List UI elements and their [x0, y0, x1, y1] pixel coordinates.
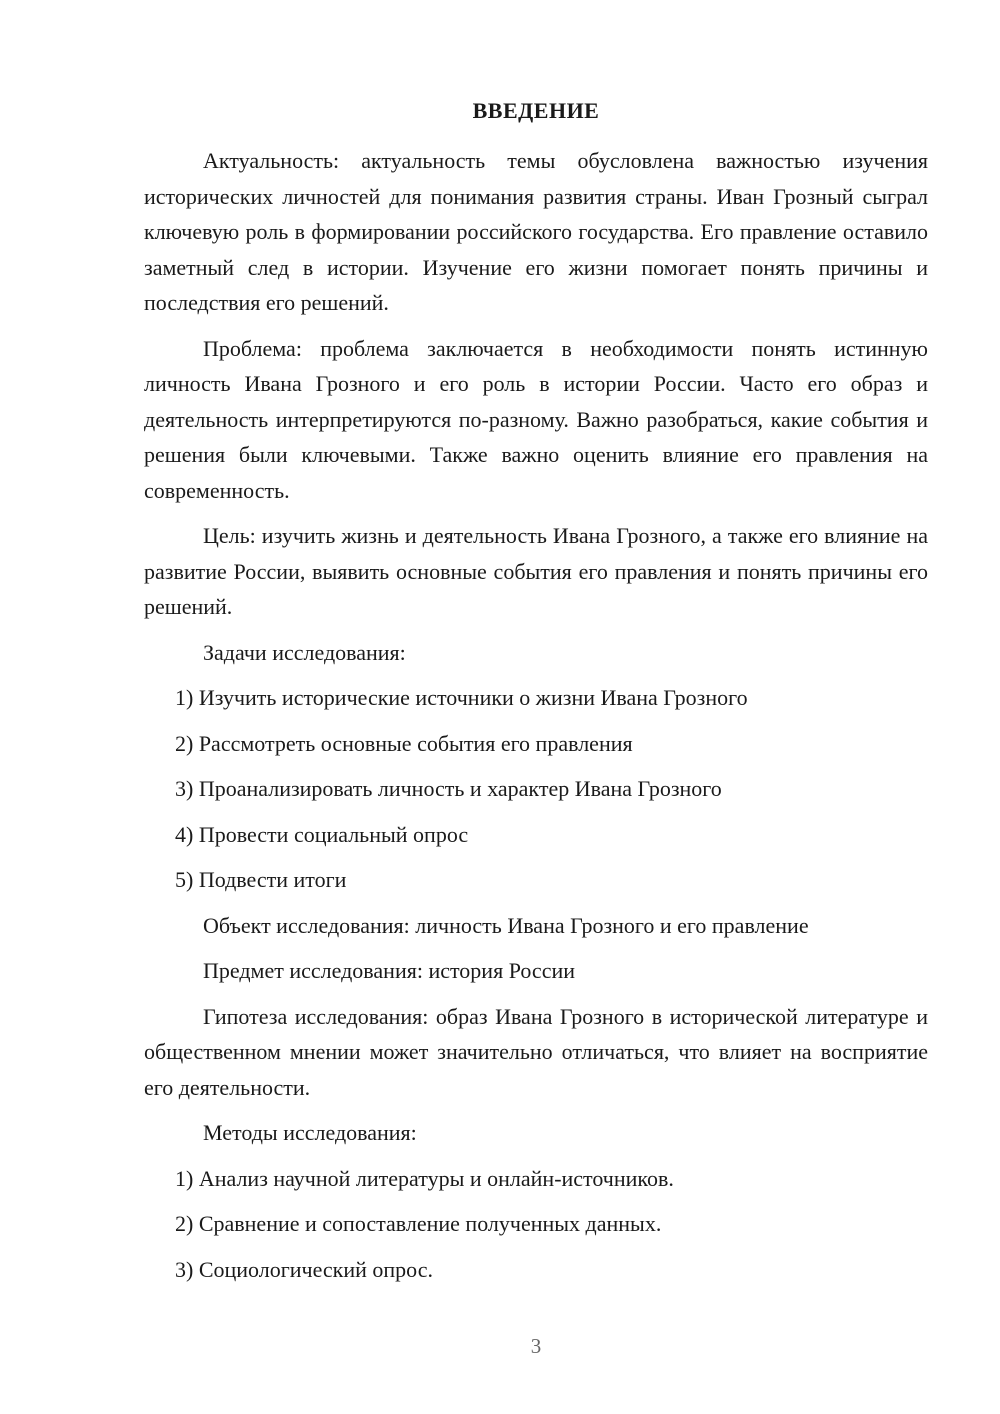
goal-paragraph: Цель: изучить жизнь и деятельность Ивана Грозного, а также его влияние на развитие России, выявить основные события его правления и понять причины его решений.	[144, 523, 928, 619]
method-item: 1) Анализ научной литературы и онлайн-источников.	[175, 1165, 674, 1191]
task-item: 3) Проанализировать личность и характер Ивана Грозного	[175, 776, 722, 801]
method-item: 2) Сравнение и сопоставление полученных данных.	[175, 1211, 662, 1236]
task-item: 2) Рассмотреть основные события его правления	[175, 730, 633, 756]
page-title: ВВЕДЕНИЕ	[472, 98, 600, 123]
task-item: 5) Подвести итоги	[175, 867, 347, 892]
method-item: 3) Социологический опрос.	[175, 1256, 433, 1282]
relevance-paragraph: Актуальность: актуальность темы обусловлена важностью изучения исторических личностей для понимания развития страны. Иван Грозный сыграл ключевую роль в формировании российского государства. Его правление оставило заметный след в истории. Изучение его жизни помогает понять причины и последствия его решений.	[144, 148, 928, 315]
problem-paragraph: Проблема: проблема заключается в необходимости понять истинную личность Ивана Грозного и его роль в истории России. Часто его образ и деятельность интерпретируются по-разному. Важно разобраться, какие события и решения были ключевыми. Также важно оценить влияние его правления на современность.	[144, 335, 928, 503]
page-number: 3	[530, 1334, 542, 1358]
tasks-heading: Задачи исследования:	[203, 639, 406, 665]
document-body	[144, 143, 928, 1297]
methods-list	[144, 1161, 928, 1288]
research-object: Объект исследования: личность Ивана Грозного и его правление	[203, 912, 809, 938]
tasks-list	[144, 680, 928, 898]
task-item: 4) Провести социальный опрос	[175, 821, 469, 847]
hypothesis-paragraph: Гипотеза исследования: образ Ивана Грозного в исторической литературе и общественном мнении может значительно отличаться, что влияет на восприятие его деятельности.	[144, 1003, 928, 1100]
task-item: 1) Изучить исторические источники о жизни Ивана Грозного	[175, 685, 748, 710]
research-subject: Предмет исследования: история России	[203, 958, 576, 983]
methods-heading: Методы исследования:	[203, 1120, 417, 1145]
